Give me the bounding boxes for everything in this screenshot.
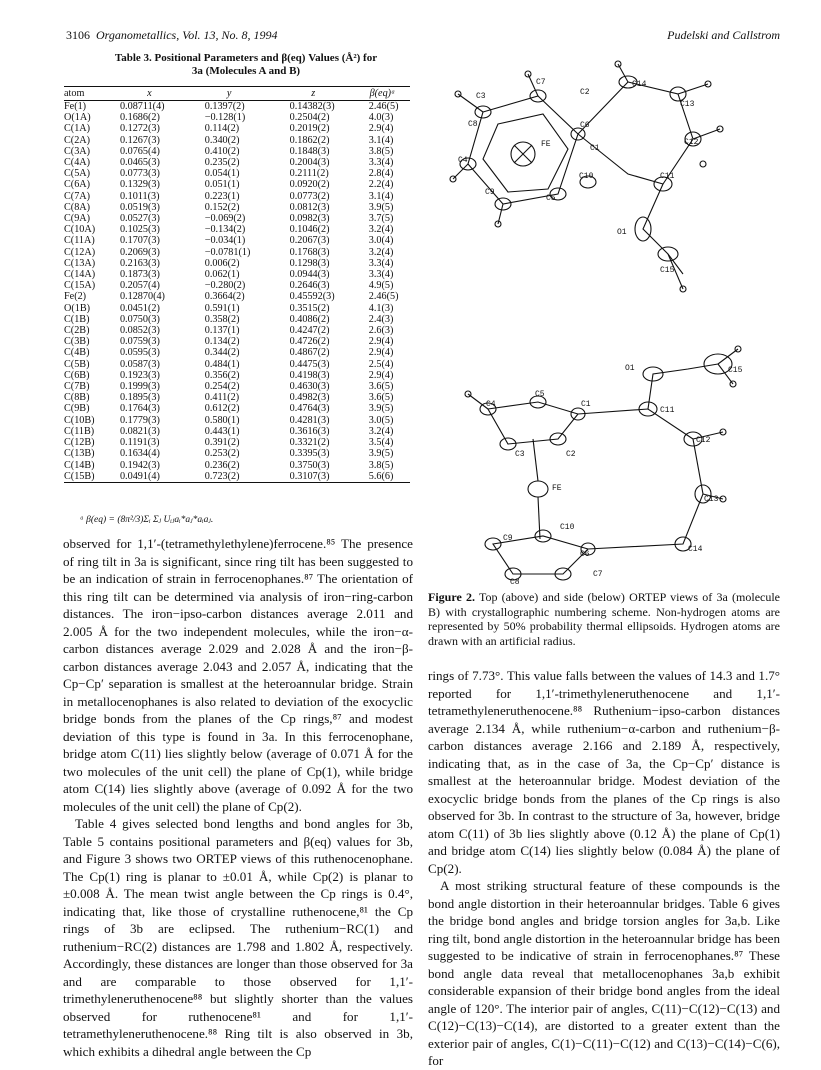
table-cell: 0.137(1) <box>204 325 240 337</box>
table-cell: 0.0527(3) <box>119 213 160 225</box>
table-cell: C(11A) <box>64 235 95 247</box>
atom-label: C11 <box>660 172 675 181</box>
table-cell: 3.0(5) <box>368 414 394 426</box>
table-cell: 0.0773(2) <box>289 190 330 202</box>
table-cell: 0.1768(3) <box>289 246 330 258</box>
table-cell: 0.0595(3) <box>119 347 160 359</box>
table-cell: 0.0750(3) <box>119 313 160 325</box>
table-cell: 0.4281(3) <box>289 414 330 426</box>
table-row <box>64 202 410 213</box>
table-cell: C(2B) <box>64 325 90 337</box>
positional-parameters-table <box>64 86 410 483</box>
table-cell: 0.254(2) <box>204 381 240 393</box>
table-cell: 0.235(2) <box>204 157 240 169</box>
atom-label: C8 <box>510 578 520 584</box>
column-header: atom <box>64 87 112 101</box>
table-cell: 3.7(5) <box>368 213 394 225</box>
table-cell: 0.356(2) <box>204 369 240 381</box>
table-cell: −0.280(2) <box>204 280 246 292</box>
table-cell: C(6B) <box>64 369 90 381</box>
table-cell: 0.45592(3) <box>289 291 335 303</box>
table-cell: 0.591(1) <box>204 302 240 314</box>
table-row <box>64 448 410 459</box>
atom-label: C7 <box>536 78 546 87</box>
table-cell: 3.6(5) <box>368 392 394 404</box>
figure-labels-bottom <box>486 364 743 584</box>
atom-label: C2 <box>580 88 590 97</box>
atom-label: C9 <box>485 188 495 197</box>
table-cell: 0.3750(3) <box>289 459 330 471</box>
figure-caption <box>428 590 780 648</box>
table-cell: 0.1397(2) <box>204 101 245 112</box>
table-cell: C(14A) <box>64 269 96 281</box>
table-cell: C(3A) <box>64 145 91 157</box>
body-paragraph: A most striking structural feature of these compounds is the bond angle distortion in their heteroannular bridges. Table 6 gives the bridge bond angles and bridge torsion angles for 3a,b. Like ring tilt, bond angle distortion in the heteroannular bridge has been suggested to be indicative of strain in ferrocenophanes.⁸⁷ These bond angle data reveal that metallocenophanes 3a,b exhibit considerable expansion of their bridge bond angles from the ideal angle of 120°. The interior pair of angles, C(11)−C(12)−C(13) and C(12)−C(13)−C(14), are distorted to a greater extent than the exterior pair of angles, C(1)−C(11)−C(12) and C(13)−C(14)−C(6), for <box>428 878 780 1068</box>
table-row <box>64 426 410 437</box>
atom-label: O1 <box>625 364 635 373</box>
cp-ring-inner <box>483 114 568 192</box>
table-row <box>64 179 410 190</box>
table-row <box>64 135 410 146</box>
right-text-column <box>428 667 780 1070</box>
table-cell: 0.0765(4) <box>119 145 160 157</box>
table-cell: 0.0587(3) <box>119 358 160 370</box>
table-row <box>64 347 410 358</box>
table-cell: 0.051(1) <box>204 179 240 191</box>
table-cell: 0.3321(2) <box>289 437 330 449</box>
table-cell: 0.4475(3) <box>289 358 330 370</box>
atom-label: C14 <box>688 545 703 554</box>
atom-label: C6 <box>580 550 590 559</box>
atom-label: C4 <box>458 156 468 165</box>
table-cell: 0.1764(3) <box>119 403 160 415</box>
table-cell: 0.134(2) <box>204 336 240 348</box>
table-cell: 0.1848(3) <box>289 145 330 157</box>
table-cell: 0.2069(3) <box>119 246 160 258</box>
table-title-line: Table 3. Positional Parameters and β(eq) Values (Å²) for <box>114 52 378 64</box>
table-cell: 0.1895(3) <box>119 392 160 404</box>
table-title <box>74 52 418 78</box>
table-cell: C(5B) <box>64 358 90 370</box>
table-cell: 0.2067(3) <box>289 235 330 247</box>
table-cell: 0.410(2) <box>204 145 240 157</box>
table-cell: C(11B) <box>64 425 95 437</box>
table-cell: 0.4726(2) <box>289 336 330 348</box>
table-cell: O(1B) <box>64 302 91 314</box>
table-cell: 0.1025(3) <box>119 224 160 236</box>
atom-label: C12 <box>684 138 699 147</box>
table-row <box>64 437 410 448</box>
table-cell: C(1A) <box>64 123 91 135</box>
table-cell: 0.1923(3) <box>119 369 160 381</box>
table-cell: C(4A) <box>64 157 91 169</box>
table-cell: 0.1862(2) <box>289 134 330 146</box>
atom-label: C15 <box>728 366 743 375</box>
table-cell: 0.0451(2) <box>119 302 160 314</box>
table-row <box>64 303 410 314</box>
figure-caption-label: Figure 2. <box>428 590 475 604</box>
table-cell: C(12B) <box>64 437 95 449</box>
column-header: x <box>112 87 187 101</box>
table-cell: 3.9(5) <box>368 201 394 213</box>
table-cell: 3.8(5) <box>368 145 394 157</box>
table-row <box>64 235 410 246</box>
table-cell: 3.9(5) <box>368 448 394 460</box>
table-cell: 3.5(4) <box>368 437 394 449</box>
atom-label: C14 <box>632 80 647 89</box>
table-row <box>64 247 410 258</box>
table-cell: 0.0812(3) <box>289 201 330 213</box>
table-cell: 0.2004(3) <box>289 157 330 169</box>
table-cell: 3.3(4) <box>368 157 394 169</box>
table-cell: 0.0759(3) <box>119 336 160 348</box>
atom-label: C11 <box>660 406 675 415</box>
table-cell: 0.2163(3) <box>119 257 160 269</box>
column-header: β(eq)ᵃ <box>355 87 410 101</box>
running-header-authors: Pudelski and Callstrom <box>667 28 780 42</box>
table-cell: 5.6(6) <box>355 471 410 483</box>
table-cell: 2.9(4) <box>368 369 394 381</box>
table-cell: 4.1(3) <box>368 302 394 314</box>
table-cell: 2.46(5) <box>368 101 399 112</box>
table-cell: 0.484(1) <box>204 358 240 370</box>
table-cell: 0.12870(4) <box>119 291 165 303</box>
table-cell: 0.2057(4) <box>119 280 160 292</box>
table-cell: 0.1707(3) <box>119 235 160 247</box>
atom-label: C3 <box>476 92 486 101</box>
table-cell: −0.134(2) <box>204 224 246 236</box>
atom-label: FE <box>552 484 562 493</box>
table-cell: 2.8(4) <box>368 168 394 180</box>
table-row <box>64 392 410 403</box>
table-cell: 0.1272(3) <box>119 123 160 135</box>
table-row <box>64 403 410 414</box>
table-footnote: ᵃ β(eq) = (8π²/3)Σᵢ Σⱼ Uᵢⱼaᵢ*aⱼ*aᵢaⱼ. <box>80 515 214 525</box>
table-cell: 3.1(4) <box>368 134 394 146</box>
table-cell: 0.054(1) <box>204 168 240 180</box>
atom-label: C12 <box>696 436 711 445</box>
table-cell: 0.0920(2) <box>289 179 330 191</box>
table-cell: 0.344(2) <box>204 347 240 359</box>
table-cell: C(9A) <box>64 213 91 225</box>
table-cell: 0.340(2) <box>204 134 240 146</box>
table-cell: 2.2(4) <box>368 179 394 191</box>
table-cell: 0.4086(2) <box>289 313 330 325</box>
table-cell: 2.4(3) <box>368 313 394 325</box>
table-row <box>64 359 410 370</box>
column-header: z <box>272 87 355 101</box>
table-cell: 3.8(5) <box>368 459 394 471</box>
table-cell: 0.443(1) <box>204 425 240 437</box>
figure-caption-text: Top (above) and side (below) ORTEP views of 3a (molecule B) with crystallographic numbering scheme. Non-hydrogen atoms are represented by 50% probability thermal ellipsoids. Hydrogen atoms are drawn with an artificial radius. <box>428 590 781 648</box>
table-cell: 0.4247(2) <box>289 325 330 337</box>
table-row <box>64 381 410 392</box>
table-cell: C(13A) <box>64 257 96 269</box>
table-cell: 0.1942(3) <box>119 459 160 471</box>
atom-label: C13 <box>704 495 719 504</box>
table-cell: Fe(1) <box>64 101 87 112</box>
table-row <box>64 280 410 291</box>
table-cell: 0.0821(3) <box>119 425 160 437</box>
table-cell: 0.0944(3) <box>289 269 330 281</box>
table-cell: 0.3616(3) <box>289 425 330 437</box>
table-cell: 0.411(2) <box>204 392 240 404</box>
table-cell: 3.9(5) <box>368 403 394 415</box>
table-cell: 0.2111(2) <box>289 168 329 180</box>
journal-citation: Organometallics, Vol. 13, No. 8, 1994 <box>96 28 278 42</box>
atom-label: C10 <box>560 523 575 532</box>
table-cell: 2.9(4) <box>368 347 394 359</box>
table-cell: 0.1873(3) <box>119 269 160 281</box>
table-cell: C(1B) <box>64 313 90 325</box>
atom-label: C6 <box>580 121 590 130</box>
table-cell: C(6A) <box>64 179 91 191</box>
table-cell: 2.46(5) <box>368 291 399 303</box>
table-cell: 0.0982(3) <box>289 213 330 225</box>
table-cell: 2.9(4) <box>368 123 394 135</box>
table-cell: C(8A) <box>64 201 91 213</box>
atom-label: O1 <box>617 228 627 237</box>
table-row <box>64 291 410 302</box>
table-cell: 0.236(2) <box>204 459 240 471</box>
table-cell: 4.9(5) <box>368 280 394 292</box>
ortep-figure <box>428 54 780 584</box>
table-cell: 0.0773(3) <box>119 168 160 180</box>
table-row <box>64 325 410 336</box>
table-row <box>64 336 410 347</box>
table-cell: 2.5(4) <box>368 358 394 370</box>
table-cell: C(14B) <box>64 459 95 471</box>
table-cell: 0.1298(3) <box>289 257 330 269</box>
table-cell: 0.152(2) <box>204 201 240 213</box>
table-cell: 0.4867(2) <box>289 347 330 359</box>
table-cell: 0.0491(4) <box>112 471 187 483</box>
table-cell: 2.9(4) <box>368 336 394 348</box>
left-text-column <box>63 535 413 1060</box>
table-cell: C(7A) <box>64 190 91 202</box>
table-cell: 0.223(1) <box>204 190 240 202</box>
table-cell: 0.3664(2) <box>204 291 245 303</box>
fe-side-ellipsoid <box>528 481 548 497</box>
table-row <box>64 213 410 224</box>
atom-label: C15 <box>660 266 675 275</box>
table-cell: 3.2(4) <box>368 224 394 236</box>
table-row <box>64 123 410 134</box>
atom-label: C1 <box>590 144 600 153</box>
table-cell: −0.069(2) <box>204 213 246 225</box>
table-cell: 0.3395(3) <box>289 448 330 460</box>
atom-label: C10 <box>579 172 594 181</box>
atom-label: C7 <box>593 570 603 579</box>
table-cell: C(15A) <box>64 280 96 292</box>
table-cell: C(10A) <box>64 224 96 236</box>
table-cell: 0.580(1) <box>204 414 240 426</box>
table-row <box>64 370 410 381</box>
table-cell: 0.14382(3) <box>289 101 335 112</box>
table-cell: 3.3(4) <box>368 257 394 269</box>
table-row <box>64 258 410 269</box>
table-cell: C(15B) <box>64 471 112 483</box>
table-cell: 3.0(4) <box>368 235 394 247</box>
table-cell: 3.3(4) <box>368 269 394 281</box>
table-cell: 0.612(2) <box>204 403 240 415</box>
table-cell: −0.0781(1) <box>204 246 251 258</box>
table-cell: 0.2646(3) <box>289 280 330 292</box>
atom-label: C9 <box>503 534 513 543</box>
table-cell: 0.08711(4) <box>119 101 165 112</box>
figure-labels-top <box>458 78 699 275</box>
table-cell: 0.4764(3) <box>289 403 330 415</box>
table-cell: 0.0519(3) <box>119 201 160 213</box>
table-cell: 0.1634(4) <box>119 448 160 460</box>
table-cell: 0.4982(3) <box>289 392 330 404</box>
table-cell: 0.1779(3) <box>119 414 160 426</box>
table-cell: C(9B) <box>64 403 90 415</box>
table-cell: 0.1046(2) <box>289 224 330 236</box>
atom-label: C5 <box>535 390 545 399</box>
table-cell: 0.4198(3) <box>289 369 330 381</box>
table-row <box>64 157 410 168</box>
table-cell: 0.062(1) <box>204 269 240 281</box>
table-cell: 0.1686(2) <box>119 112 160 124</box>
running-header-left <box>66 28 278 43</box>
table-cell: C(8B) <box>64 392 90 404</box>
table-cell: C(10B) <box>64 414 95 426</box>
table-cell: 0.114(2) <box>204 123 240 135</box>
table-row <box>64 471 410 483</box>
atom-label: C4 <box>486 400 496 409</box>
table-header-row <box>64 87 410 101</box>
atom-label: C2 <box>566 450 576 459</box>
table-cell: 0.1267(3) <box>119 134 160 146</box>
atom-label: C8 <box>468 120 478 129</box>
table-row <box>64 460 410 471</box>
table-cell: O(1A) <box>64 112 91 124</box>
table-cell: C(7B) <box>64 381 90 393</box>
table-title-line: 3a (Molecules A and B) <box>191 65 301 77</box>
table-cell: Fe(2) <box>64 291 87 303</box>
table-cell: 0.006(2) <box>204 257 240 269</box>
table-cell: 3.6(5) <box>368 381 394 393</box>
table-cell: 0.253(2) <box>204 448 240 460</box>
table-cell: 0.391(2) <box>204 437 240 449</box>
table-cell: −0.034(1) <box>204 235 246 247</box>
page-number: 3106 <box>66 28 90 42</box>
table-cell: 3.1(4) <box>368 190 394 202</box>
table-cell: 0.358(2) <box>204 313 240 325</box>
body-paragraph: observed for 1,1′-(tetramethylethylene)ferrocene.⁸⁵ The presence of ring tilt in 3a is significant, since ring tilt has been suggested to be an indication of strain in ferrocenophanes.⁸⁷ The orientation of this ring tilt can be determined via analysis of iron−ring-carbon distances. The iron−ipso-carbon distances average 2.011 and 2.005 Å for the two independent molecules, while the iron−α-carbon distances average 2.029 and 2.028 Å and the iron−β-carbon distances average 2.043 and 2.057 Å, indicating that the Cp−Cp′ separation is smallest at the heteroannular bridge. Strain in metallocenophanes is also related to deviation of the exocyclic bridge bonds from the planes of the Cp rings,⁸⁷ and modest deviation of this type is found in 3a. In this ferrocenophane, bridge atom C(11) lies slightly below (average of 0.071 Å for the two molecules of the unit cell) the plane of Cp(1), while bridge atom C(14) lies slightly above (average of 0.092 Å for the two molecules of the unit cell) the plane of Cp(2). <box>63 536 413 814</box>
table-cell: 0.2504(2) <box>289 112 330 124</box>
atom-label: C13 <box>680 100 695 109</box>
table-cell: 0.0852(3) <box>119 325 160 337</box>
table-row <box>64 314 410 325</box>
table-row <box>64 269 410 280</box>
table-cell: C(12A) <box>64 246 96 258</box>
table-cell: 3.2(4) <box>368 246 394 258</box>
table-row <box>64 101 410 113</box>
table-cell: 0.0465(3) <box>119 157 160 169</box>
table-cell: 0.1329(3) <box>119 179 160 191</box>
table-cell: 0.1191(3) <box>119 437 160 449</box>
table-cell: C(4B) <box>64 347 90 359</box>
table-row <box>64 112 410 123</box>
body-paragraph: rings of 7.73°. This value falls between the values of 14.3 and 1.7° reported for 1,1′-trimethyleneruthenocene and 1,1′-tetramethyleneruthenocene.⁸⁸ Ruthenium−ipso-carbon distances average 2.134 Å, while ruthenium−α-carbon and ruthenium−β-carbon distances average 2.166 and 2.189 Å, respectively, indicating that, as in the case of 3a, the Cp−Cp′ distance is smallest at the heteroannular bridge. Modest deviation of the exocyclic bridge bonds from the planes of the Cp rings is also observed for 3b. In contrast to the structure of 3a, however, bridge atom C(11) of 3b lies slightly above (0.12 Å) the plane of Cp(1) and bridge atom C(14) lies slightly below (0.084 Å) the plane of Cp(2). <box>428 668 780 876</box>
table-cell: 0.3515(2) <box>289 302 330 314</box>
table-row <box>64 224 410 235</box>
column-header: y <box>187 87 272 101</box>
body-paragraph: Table 4 gives selected bond lengths and bond angles for 3b, Table 5 contains positional parameters and β(eq) values for 3b, and Figure 3 shows two ORTEP views of this ruthenocenophane. The Cp(1) ring is planar to ±0.01 Å, while Cp(2) is planar to ±0.008 Å. The mean twist angle between the Cp rings is 0.4°, indicating that, like those of crystalline ruthenocene,⁸¹ the Cp rings of 3b are eclipsed. The ruthenium−RC(1) and ruthenium−RC(2) distances are 1.798 and 1.802 Å, respectively. Accordingly, these distances are longer than those observed for 3a and are comparable to those observed for 1,1′-trimethyleneruthenocene⁸⁸ but slightly shorter than the values observed for ruthenocene⁸¹ and for 1,1′-tetramethyleneruthenocene.⁸⁸ Ring tilt is also observed in 3b, which exhibits a dihedral angle between the Cp <box>63 816 413 1059</box>
table-cell: 0.2019(2) <box>289 123 330 135</box>
table-cell: C(2A) <box>64 134 91 146</box>
atom-label: C5 <box>546 194 556 203</box>
atom-label: FE <box>541 140 551 149</box>
table-cell: 0.723(2) <box>187 471 272 483</box>
table-row <box>64 146 410 157</box>
atom-label: C1 <box>581 400 591 409</box>
table-cell: 4.0(3) <box>368 112 394 124</box>
table-row <box>64 415 410 426</box>
table-row <box>64 191 410 202</box>
table-cell: 0.3107(3) <box>272 471 355 483</box>
table-cell: −0.128(1) <box>204 112 246 124</box>
table-cell: 0.4630(3) <box>289 381 330 393</box>
atom-label: C3 <box>515 450 525 459</box>
cp1-side <box>488 402 578 444</box>
table-cell: C(3B) <box>64 336 90 348</box>
table-cell: C(13B) <box>64 448 95 460</box>
table-cell: 2.6(3) <box>368 325 394 337</box>
table-row <box>64 168 410 179</box>
table-cell: 0.1011(3) <box>119 190 160 202</box>
table-cell: 3.2(4) <box>368 425 394 437</box>
table-cell: C(5A) <box>64 168 91 180</box>
table-cell: 0.1999(3) <box>119 381 160 393</box>
